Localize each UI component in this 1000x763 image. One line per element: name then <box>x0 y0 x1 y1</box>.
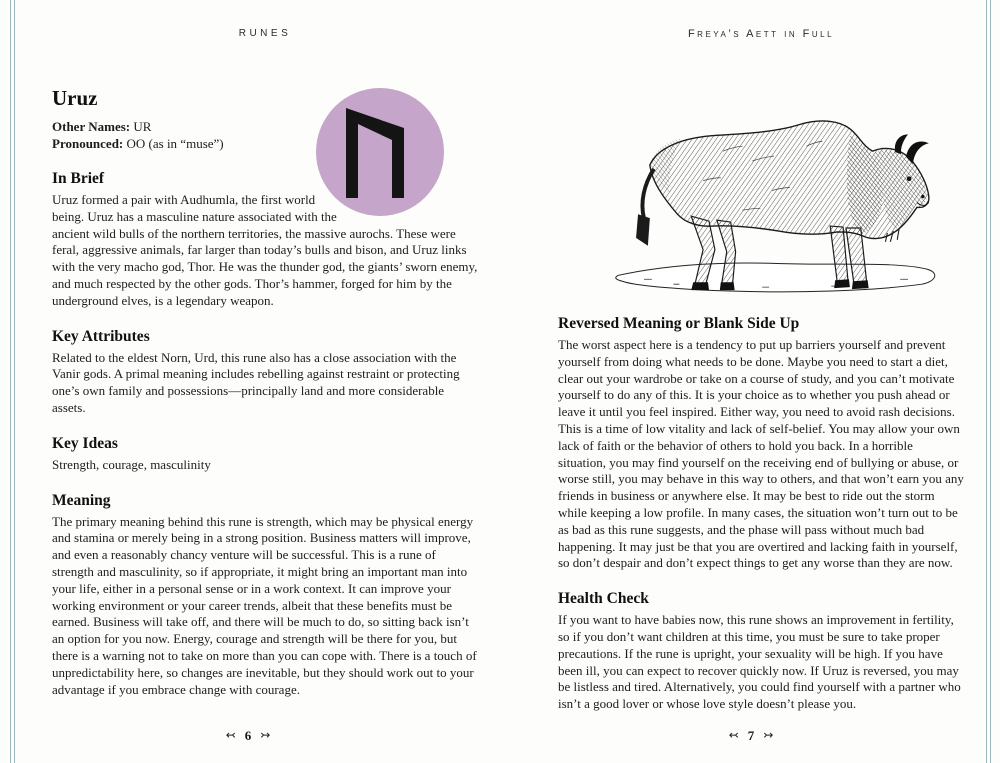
folio-arrow-right-icon: ↣ <box>763 728 774 742</box>
pronounced-label: Pronounced: <box>52 136 124 151</box>
folio-arrow-left-icon: ↢ <box>728 728 739 742</box>
page-number-right: 7 <box>747 728 755 743</box>
right-edge-double-rule <box>986 0 991 763</box>
other-names-value: UR <box>133 119 152 134</box>
right-page-column <box>558 86 964 713</box>
left-page-column <box>52 86 478 698</box>
section-body: If you want to have babies now, this rune shows an improvement in fertility, so if you don’t want children at this time, you must be sure to take proper precautions. If the rune is upright, your sexuality will be high. If you have been ill, you can expect to recover quickly now. If Uruz is reversed, you may be listless and tired. Alternatively, you could find yourself with a partner who isn’t a good lover or whose love style doesn’t please you. <box>558 612 961 712</box>
folio-left <box>52 728 444 744</box>
section-body: Uruz formed a pair with Audhumla, the first world being. Uruz has a masculine nature associated with the ancient wild bulls of the northern territories, the massive aurochs. These were feral, aggressive animals, far larger than today’s bulls and bison, and Uruz links with the very macho god, Thor. He was the thunder god, the giants’ sworn enemy, and much respected by the other gods. Thor’s hammer, forged for him by the underground elves, is a legendary weapon. <box>52 192 478 308</box>
bison-illustration <box>602 92 952 297</box>
section-reversed-meaning <box>558 315 964 572</box>
folio-arrow-right-icon: ↣ <box>260 728 271 742</box>
section-body: The worst aspect here is a tendency to put up barriers yourself and prevent yourself from doing what needs to be done. Maybe you need to start a diet, clear out your wardrobe or take on a course of study, and you can’t motivate yourself to do any of this. It is your choice as to whether you push ahead or leave it until you feel inspired. Either way, you need to avoid rash decisions. This is a time of low vitality and lack of self-belief. You may allow your own lack of faith or the behavior of others to hold you back. In a horrible situation, you may find yourself on the receiving end of bullying or abuse, or worse still, you may behave in this way to others, and that won’t earn you any friends in business or anywhere else. It may be best to ride out the storm while keeping a low profile. In many cases, the situation won’t turn out to be as bad as this rune suggests, and the phase will pass without much bad happening. It may just be that you are overtired and lacking faith in yourself, so don’t despair and don’t expect things to get any worse than they are now. <box>558 337 964 571</box>
page-title: Uruz <box>52 86 98 110</box>
left-edge-double-rule <box>10 0 15 763</box>
folio-arrow-left-icon: ↢ <box>225 728 236 742</box>
section-heading: In Brief <box>52 170 105 187</box>
section-body: The primary meaning behind this rune is strength, which may be physical energy and stamina or merely being in a strong position. Business matters will improve, and even a reasonably chancy venture will be successful. This is a rune of strength and masculinity, so if appropriate, it might bring an important man into your life, either in a personal sense or in a work context. It can improve your working environment or your career trends, albeit that these benefits must be earned. Business will take off, and there will be much to do, so sitting back isn’t an option for you now. Energy, courage and strength will be there for you, but there is a warning not to take on more than you can cope with. There is a touch of unpredictability here, so changes are inevitable, but they should work out to your advantage if you embrace change with courage. <box>52 513 477 697</box>
other-names-label: Other Names: <box>52 119 131 134</box>
section-body: Strength, courage, masculinity <box>52 456 211 472</box>
running-head-right: Freya’s Aett in Full <box>687 28 835 40</box>
pronounced-value: OO (as in “muse”) <box>126 136 224 151</box>
bison-engraving-icon <box>602 92 952 297</box>
section-body: Related to the eldest Norn, Urd, this rune also has a close association with the Vanir gods. A primal meaning includes rebelling against restraint or protecting one’s own family and possessions—principally land and more considerable assets. <box>52 349 460 415</box>
section-heading: Health Check <box>558 590 649 608</box>
section-heading: Key Ideas <box>52 434 118 452</box>
section-meaning <box>52 492 478 699</box>
section-heading: Meaning <box>52 491 111 509</box>
section-heading: Reversed Meaning or Blank Side Up <box>558 315 800 332</box>
running-head-left: RUNES <box>238 28 292 39</box>
section-health-check <box>558 590 964 713</box>
page-number-left: 6 <box>244 728 252 743</box>
folio-right <box>558 728 944 744</box>
section-key-attributes <box>52 328 478 417</box>
rune-badge <box>316 88 444 216</box>
uruz-rune-icon <box>316 88 444 216</box>
section-heading: Key Attributes <box>52 327 150 345</box>
section-key-ideas <box>52 435 478 474</box>
